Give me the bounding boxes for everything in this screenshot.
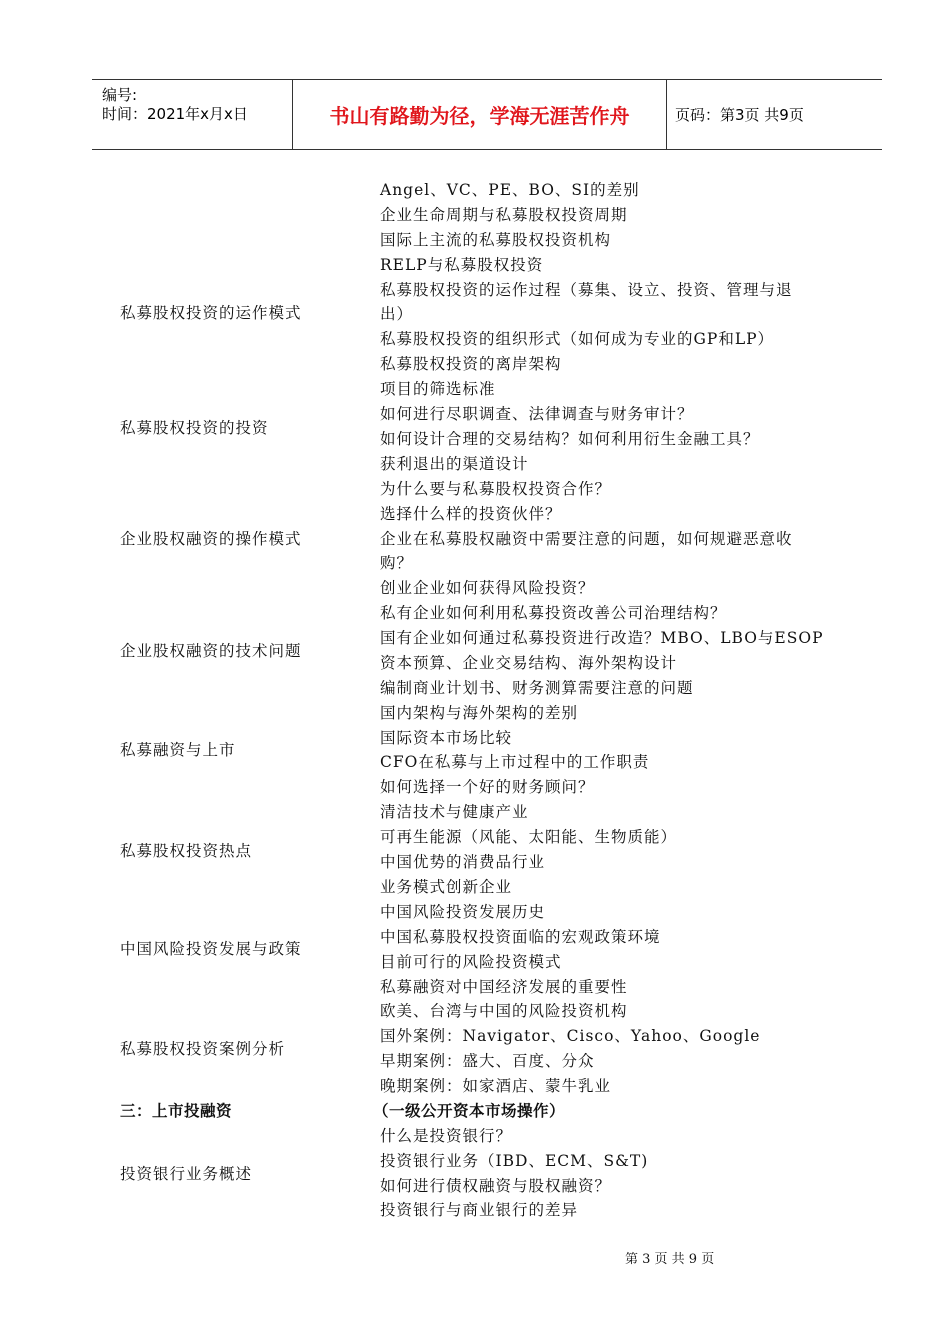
- header-motto: 书山有路勤为径，学海无涯苦作舟: [293, 80, 667, 149]
- content-line: 投资银行与商业银行的差异: [380, 1201, 579, 1219]
- content-line: 早期案例：盛大、百度、分众: [380, 1052, 595, 1070]
- content-line: 中国风险投资发展历史: [380, 903, 546, 921]
- section-label: 企业股权融资的技术问题: [120, 642, 302, 660]
- content-line: 选择什么样的投资伙伴？: [380, 505, 562, 523]
- content-line: 可再生能源（风能、太阳能、生物质能）: [380, 828, 678, 846]
- section-label: 企业股权融资的操作模式: [120, 530, 302, 548]
- content-line: 国际资本市场比较: [380, 729, 513, 747]
- page-footer: 第 3 页 共 9 页: [625, 1252, 715, 1267]
- content-line: 国际上主流的私募股权投资机构: [380, 231, 612, 249]
- section-label: 私募股权投资的投资: [120, 419, 269, 437]
- content-line: 资本预算、企业交易结构、海外架构设计: [380, 654, 678, 672]
- content-line: 国内架构与海外架构的差别: [380, 704, 579, 722]
- content-line: 清洁技术与健康产业: [380, 803, 529, 821]
- content-line: 私募股权投资的运作过程（募集、设立、投资、管理与退: [380, 281, 793, 299]
- content-line: 国有企业如何通过私募投资进行改造？MBO、LBO与ESOP: [380, 629, 824, 647]
- content-line: 国外案例：Navigator、Cisco、Yahoo、Google: [380, 1027, 761, 1045]
- content-line: 私募融资对中国经济发展的重要性: [380, 978, 628, 996]
- section-label: 私募股权投资热点: [120, 842, 253, 860]
- section-label: 投资银行业务概述: [120, 1165, 253, 1183]
- content-line: 购？: [380, 554, 414, 572]
- section-label: 私募股权投资案例分析: [120, 1040, 286, 1058]
- content-line: 编制商业计划书、财务测算需要注意的问题: [380, 679, 694, 697]
- content-line: 私有企业如何利用私募投资改善公司治理结构？: [380, 604, 727, 622]
- content-line: 项目的筛选标准: [380, 380, 496, 398]
- document-time-label: 时间：2021年x月x日: [102, 105, 248, 123]
- header-meta-cell: [92, 80, 293, 149]
- chapter-subheading: （一级公开资本市场操作）: [373, 1101, 566, 1120]
- content-line: Angel、VC、PE、BO、SI的差别: [380, 181, 640, 199]
- content-line: 如何进行债权融资与股权融资？: [380, 1177, 612, 1195]
- content-line: 欧美、台湾与中国的风险投资机构: [380, 1002, 628, 1020]
- content-line: 什么是投资银行？: [380, 1127, 513, 1145]
- section-label: 私募股权投资的运作模式: [120, 304, 302, 322]
- document-number-label: 编号:: [102, 86, 138, 104]
- content-line: 如何设计合理的交易结构？如何利用衍生金融工具？: [380, 430, 760, 448]
- content-line: 中国优势的消费品行业: [380, 853, 546, 871]
- content-line: 业务模式创新企业: [380, 878, 513, 896]
- content-line: 创业企业如何获得风险投资？: [380, 579, 595, 597]
- content-line: 企业在私募股权融资中需要注意的问题，如何规避恶意收: [380, 530, 793, 548]
- content-line: 出）: [380, 305, 414, 323]
- content-line: 私募股权投资的组织形式（如何成为专业的GP和LP）: [380, 330, 775, 348]
- section-label: 私募融资与上市: [120, 741, 236, 759]
- content-line: 中国私募股权投资面临的宏观政策环境: [380, 928, 661, 946]
- content-line: 如何进行尽职调查、法律调查与财务审计？: [380, 405, 694, 423]
- content-line: 如何选择一个好的财务顾问？: [380, 778, 595, 796]
- content-line: 晚期案例：如家酒店、蒙牛乳业: [380, 1077, 612, 1095]
- content-line: CFO在私募与上市过程中的工作职责: [380, 753, 650, 771]
- content-line: 投资银行业务（IBD、ECM、S&T): [380, 1152, 649, 1170]
- content-line: 企业生命周期与私募股权投资周期: [380, 206, 628, 224]
- content-line: 获利退出的渠道设计: [380, 455, 529, 473]
- content-line: 目前可行的风险投资模式: [380, 953, 562, 971]
- content-line: RELP与私募股权投资: [380, 256, 544, 274]
- content-line: 为什么要与私募股权投资合作？: [380, 480, 612, 498]
- header-page-info: 页码：第3页 共9页: [675, 106, 804, 124]
- content-line: 私募股权投资的离岸架构: [380, 355, 562, 373]
- section-label: 中国风险投资发展与政策: [120, 940, 302, 958]
- chapter-heading: 三：上市投融资: [120, 1101, 233, 1120]
- page-header: [92, 79, 882, 150]
